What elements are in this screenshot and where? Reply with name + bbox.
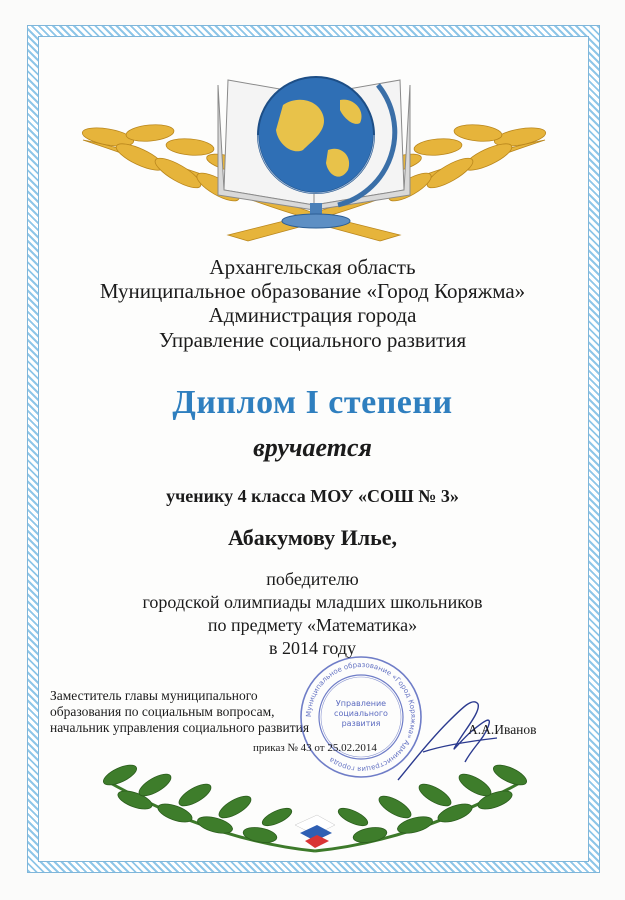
recipient-role: ученику 4 класса МОУ «СОШ № 3» bbox=[166, 486, 459, 506]
order-reference: приказ № 43 от 25.02.2014 bbox=[253, 742, 377, 754]
municipality-text: Муниципальное образование «Город Коряжма» bbox=[99, 279, 526, 303]
event-text: городской олимпиады младших школьников bbox=[142, 592, 483, 612]
green-laurel-wreath-icon bbox=[95, 755, 535, 860]
region-text: Архангельская область bbox=[209, 255, 416, 279]
awarded-text: вручается bbox=[253, 433, 372, 462]
stamp-center-text: Управление социального развития bbox=[334, 699, 388, 728]
diploma-title: Диплом I степени bbox=[172, 384, 453, 421]
signatory-position-line3: начальник управления социального развития bbox=[50, 720, 310, 735]
signatory-name: А.А.Иванов bbox=[468, 722, 537, 737]
signatory-position-line2: образования по социальным вопросам, bbox=[50, 704, 275, 719]
year-text: в 2014 году bbox=[268, 638, 357, 658]
stamp-ring-text: Муниципальное образование «Город Коряжма» Администрация города bbox=[304, 660, 418, 774]
status-text: победителю bbox=[266, 569, 359, 589]
administration-text: Администрация города bbox=[208, 303, 417, 327]
signatory-position-line1: Заместитель главы муниципального bbox=[50, 688, 258, 703]
department-text: Управление социального развития bbox=[158, 328, 467, 352]
subject-text: по предмету «Математика» bbox=[207, 615, 418, 635]
globe-book-emblem-icon bbox=[78, 55, 550, 250]
recipient-name: Абакумову Илье, bbox=[228, 525, 397, 550]
